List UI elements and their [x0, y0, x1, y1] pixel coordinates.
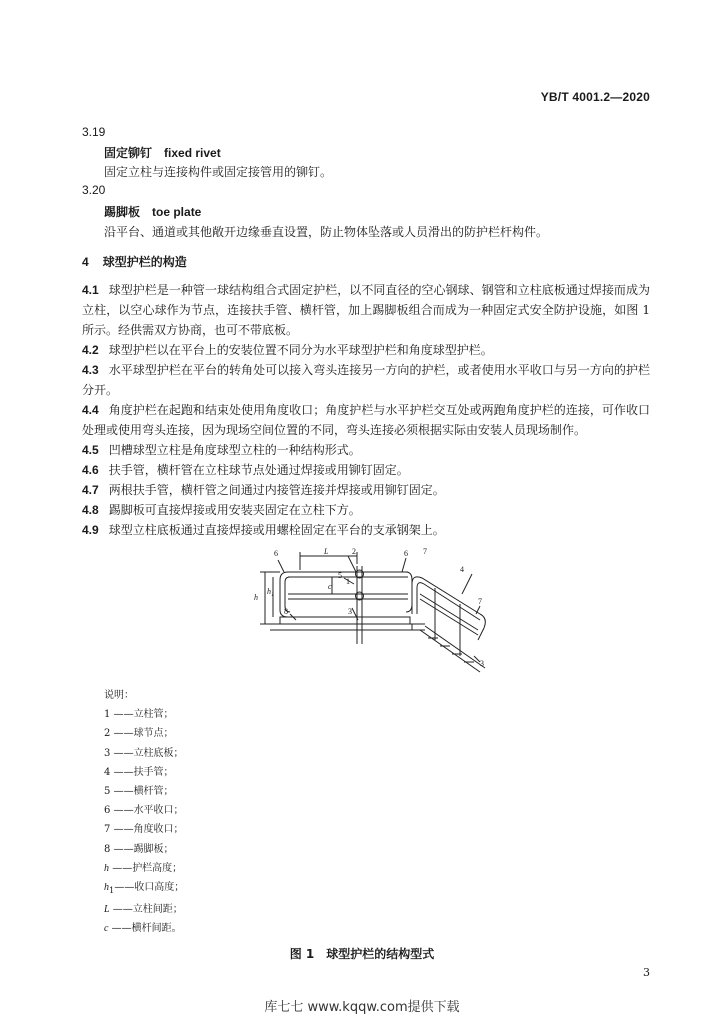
clause-text: 扶手管，横杆管在立柱球节点处通过焊接或用铆钉固定。: [108, 463, 409, 477]
term-zh: 固定铆钉: [104, 146, 153, 160]
legend-sep: ——: [113, 728, 134, 740]
download-watermark: 库七七 www.kqqw.com提供下载: [264, 1000, 460, 1015]
horizontal-closure-right: [400, 572, 412, 612]
clause-number: 4.7: [82, 483, 99, 497]
legend-item: [104, 763, 184, 782]
stair-stringer: [420, 630, 480, 672]
callout-L: L: [324, 547, 329, 556]
section-number: 4: [82, 255, 89, 269]
legend-item: [104, 782, 184, 801]
legend-desc: 水平收口；: [133, 805, 184, 817]
legend-item: [104, 919, 184, 938]
legend-key: h: [104, 862, 109, 874]
legend-key: h: [104, 882, 109, 894]
legend-item: [104, 705, 184, 724]
clause-number: 4.9: [82, 523, 99, 537]
legend-sep: ——: [113, 805, 134, 817]
callout-6: 6: [404, 549, 408, 558]
stair-stringer: [425, 626, 485, 668]
legend-desc: 扶手管；: [133, 766, 174, 778]
callout-7: 7: [478, 597, 482, 606]
figure-caption: 图 1 球型护栏的结构型式: [289, 947, 435, 961]
legend-desc: 立柱管；: [133, 709, 174, 721]
angle-closure-end: [478, 614, 485, 640]
legend-sep: ——: [111, 923, 132, 935]
figure-legend: [104, 686, 184, 939]
legend-key: 4: [104, 766, 111, 778]
clause-number: 4.1: [82, 283, 99, 297]
legend-item: [104, 900, 184, 919]
term-zh: 踢脚板: [104, 205, 141, 219]
clause-text: 踢脚板可直接焊接或用安装夹固定在立柱下方。: [108, 503, 361, 517]
leader-line: [462, 574, 472, 594]
term-title: [104, 203, 201, 220]
callout-3: 3: [348, 607, 352, 616]
legend-desc: 横杆间距。: [131, 923, 182, 935]
guardrail-structure-diagram: [240, 544, 510, 688]
legend-key: 5: [104, 786, 111, 798]
legend-item: [104, 840, 184, 859]
callout-h: h: [254, 593, 258, 602]
legend-desc: 立柱间距；: [132, 904, 183, 916]
term-number: 3.19: [82, 125, 106, 139]
legend-key: 1: [104, 709, 111, 721]
term-en: fixed rivet: [164, 146, 221, 160]
leader-line: [402, 558, 406, 572]
angle-cross-bar-inner: [420, 599, 478, 635]
clause-text: 角度护栏在起跑和结束处使用角度收口；角度护栏与水平护栏交互处或两跑角度护栏的连接，可作收口处理或使用弯头连接，因为现场空间位置的不同，弯头连接必须根据实际由安装人员现场制作。: [82, 403, 650, 437]
legend-desc: 角度收口；: [133, 824, 184, 836]
legend-sep: ——: [114, 882, 135, 894]
legend-desc: 收口高度；: [134, 882, 185, 894]
clause-text: 水平球型护栏在平台的转角处可以接入弯头连接另一方向的护栏，或者使用水平收口与另一方向的护栏分开。: [82, 363, 650, 397]
legend-sep: ——: [113, 786, 134, 798]
legend-key: 7: [104, 824, 111, 836]
legend-key: 6: [104, 805, 111, 817]
legend-item: [104, 859, 184, 878]
legend-key: L: [104, 904, 110, 916]
clause-text: 球型护栏是一种管一球结构组合式固定护栏，以不同直径的空心钢球、钢管和立柱底板通过焊接而成为立柱，以空心球作为节点，连接扶手管、横杆管，加上踢脚板组合而成为一种固定式安全防护设施，如图 1 所示。经供需双方协商，也可不带底板。: [82, 283, 650, 337]
legend-item: [104, 801, 184, 820]
legend-item: [104, 878, 184, 900]
legend-key: 8: [104, 843, 111, 855]
legend-item: [104, 724, 184, 743]
callout-8: 8: [284, 607, 288, 616]
toe-plate: [280, 617, 410, 624]
term-en: toe plate: [152, 205, 202, 219]
callout-1: 1: [346, 577, 350, 586]
legend-sep: ——: [112, 862, 133, 874]
page-number: 3: [643, 966, 650, 979]
legend-item: [104, 820, 184, 839]
paragraph-4-4: [82, 400, 650, 440]
leader-line: [278, 560, 284, 572]
section-heading: [82, 253, 187, 270]
term-definition: 固定立柱与连接构件或固定接管用的铆钉。: [104, 165, 333, 179]
legend-sep: ——: [113, 824, 134, 836]
legend-key: 3: [104, 747, 111, 759]
paragraph-4-3: [82, 360, 650, 400]
paragraph-4-8: [82, 500, 650, 520]
callout-c: c: [328, 582, 332, 591]
legend-title: 说明：: [104, 690, 134, 701]
callout-5: 5: [338, 571, 342, 580]
paragraph-4-5: [82, 440, 650, 460]
callout-4: 4: [460, 565, 464, 574]
paragraph-4-1: [82, 280, 650, 340]
paragraph-4-9: [82, 520, 650, 540]
clause-number: 4.5: [82, 443, 99, 457]
legend-desc: 球节点；: [133, 728, 174, 740]
standard-code: YB/T 4001.2—2020: [540, 90, 650, 104]
legend-key: 2: [104, 728, 111, 740]
clause-text: 球型立柱底板通过直接焊接或用螺栓固定在平台的支承钢架上。: [108, 523, 445, 537]
legend-sep: ——: [113, 766, 134, 778]
section-title: 球型护栏的构造: [102, 255, 187, 269]
term-title: [104, 144, 221, 161]
legend-key-subscript: 1: [109, 885, 115, 896]
clause-number: 4.3: [82, 363, 99, 377]
legend-sep: ——: [113, 747, 134, 759]
legend-sep: ——: [113, 843, 134, 855]
angle-cross-bar: [420, 594, 478, 630]
clause-text: 两根扶手管，横杆管之间通过内接管连接并焊接或用铆钉固定。: [108, 483, 445, 497]
clause-number: 4.8: [82, 503, 99, 517]
paragraph-4-6: [82, 460, 650, 480]
legend-desc: 踢脚板；: [133, 843, 174, 855]
term-number: 3.20: [82, 183, 106, 197]
callout-7: 7: [423, 547, 427, 556]
legend-item: [104, 744, 184, 763]
legend-sep: ——: [113, 709, 134, 721]
clause-text: 凹槽球型立柱是角度球型立柱的一种结构形式。: [108, 443, 361, 457]
callout-h1-main: h: [267, 587, 271, 596]
callout-3: 3: [480, 659, 484, 668]
callout-6: 6: [274, 549, 278, 558]
legend-desc: 立柱底板；: [133, 747, 184, 759]
clause-number: 4.4: [82, 403, 99, 417]
clause-number: 4.6: [82, 463, 99, 477]
term-definition: 沿平台、通道或其他敞开边缘垂直设置，防止物体坠落或人员滑出的防护栏杆构件。: [104, 225, 549, 239]
paragraph-4-7: [82, 480, 650, 500]
legend-desc: 横杆管；: [133, 786, 174, 798]
callout-2: 2: [352, 547, 356, 556]
clause-number: 4.2: [82, 343, 99, 357]
angle-closure-inner: [417, 583, 480, 620]
legend-key: c: [104, 923, 109, 935]
legend-sep: ——: [112, 904, 133, 916]
clause-text: 球型护栏以在平台上的安装位置不同分为水平球型护栏和角度球型护栏。: [108, 343, 493, 357]
paragraph-4-2: [82, 340, 650, 360]
leader-line: [348, 556, 356, 572]
legend-desc: 护栏高度；: [132, 862, 183, 874]
callout-h1-subscript: 1: [271, 592, 274, 598]
